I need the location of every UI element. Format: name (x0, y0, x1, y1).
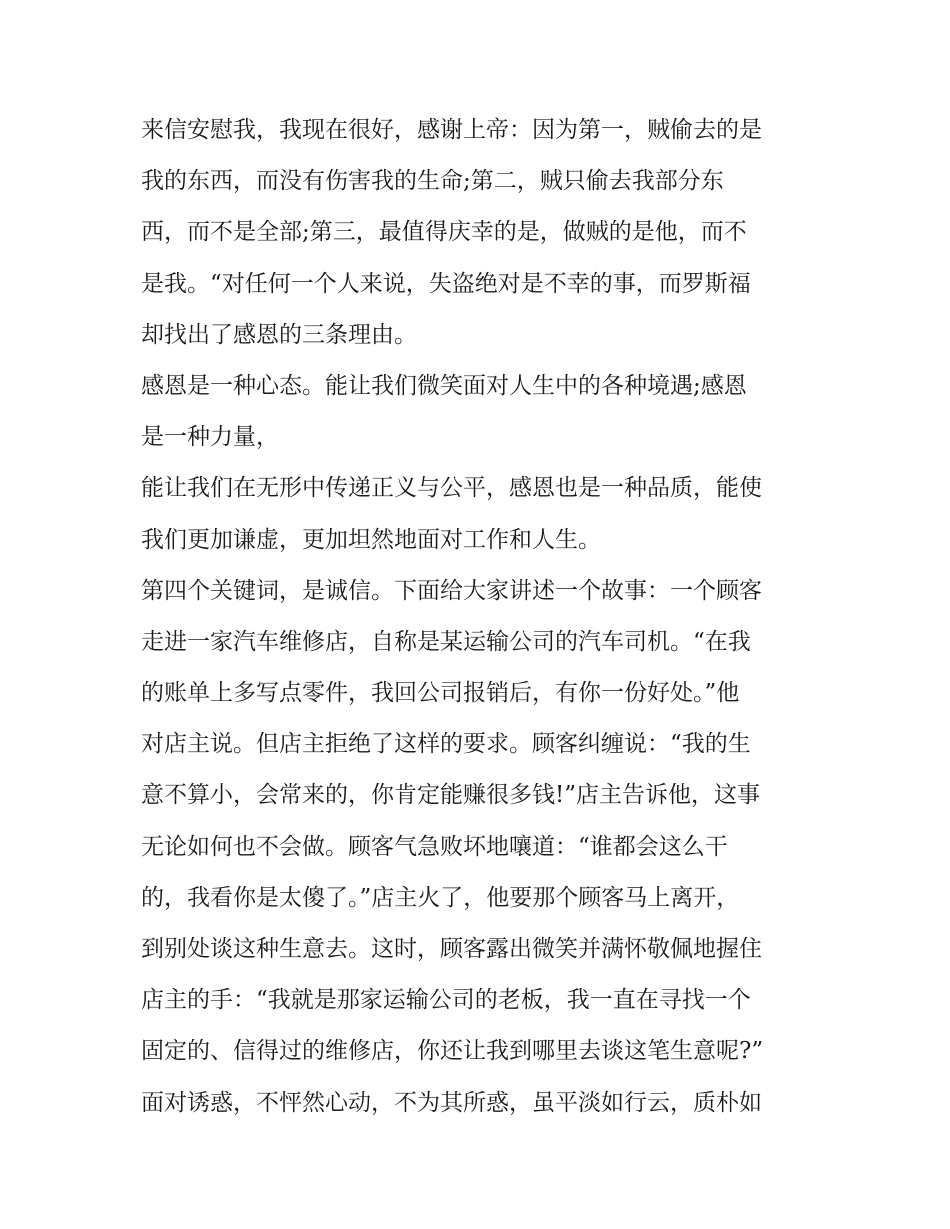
text-line: 我的东西，而没有伤害我的生命;第二，贼只偷去我部分东 (141, 168, 724, 195)
text-line: 面对诱惑，不怦然心动，不为其所惑，虽平淡如行云，质朴如 (141, 1089, 762, 1116)
text-line: 的账单上多写点零件，我回公司报销后，有你一份好处。”他 (141, 680, 740, 707)
text-line: 能让我们在无形中传递正义与公平，感恩也是一种品质，能使 (141, 475, 762, 502)
text-line: 对店主说。但店主拒绝了这样的要求。顾客纠缠说：“我的生 (141, 731, 751, 758)
text-line: 的，我看你是太傻了。”店主火了，他要那个顾客马上离开， (141, 884, 740, 911)
text-line: 走进一家汽车维修店，自称是某运输公司的汽车司机。“在我 (141, 628, 751, 655)
text-line: 是一种力量， (141, 424, 279, 451)
text-line: 感恩是一种心态。能让我们微笑面对人生中的各种境遇;感恩 (141, 372, 747, 399)
body-text (141, 105, 821, 1129)
text-line: 却找出了感恩的三条理由。 (141, 321, 417, 348)
text-line: 店主的手：“我就是那家运输公司的老板，我一直在寻找一个 (141, 987, 751, 1014)
text-line: 来信安慰我，我现在很好，感谢上帝：因为第一，贼偷去的是 (141, 117, 762, 143)
text-line: 固定的、信得过的维修店，你还让我到哪里去谈这笔生意呢?” (141, 1038, 764, 1065)
text-line: 无论如何也不会做。顾客气急败坏地嚷道：“谁都会这么干 (141, 833, 728, 860)
text-line: 意不算小，会常来的，你肯定能赚很多钱!”店主告诉他，这事 (141, 782, 761, 809)
text-line: 第四个关键词，是诚信。下面给大家讲述一个故事：一个顾客 (141, 577, 762, 604)
text-line: 是我。“对任何一个人来说，失盗绝对是不幸的事，而罗斯福 (141, 270, 751, 297)
text-line: 到别处谈这种生意去。这时，顾客露出微笑并满怀敬佩地握住 (141, 936, 762, 962)
text-line: 西，而不是全部;第三，最值得庆幸的是，做贼的是他，而不 (141, 219, 747, 246)
text-line: 我们更加谦虚，更加坦然地面对工作和人生。 (141, 526, 601, 553)
